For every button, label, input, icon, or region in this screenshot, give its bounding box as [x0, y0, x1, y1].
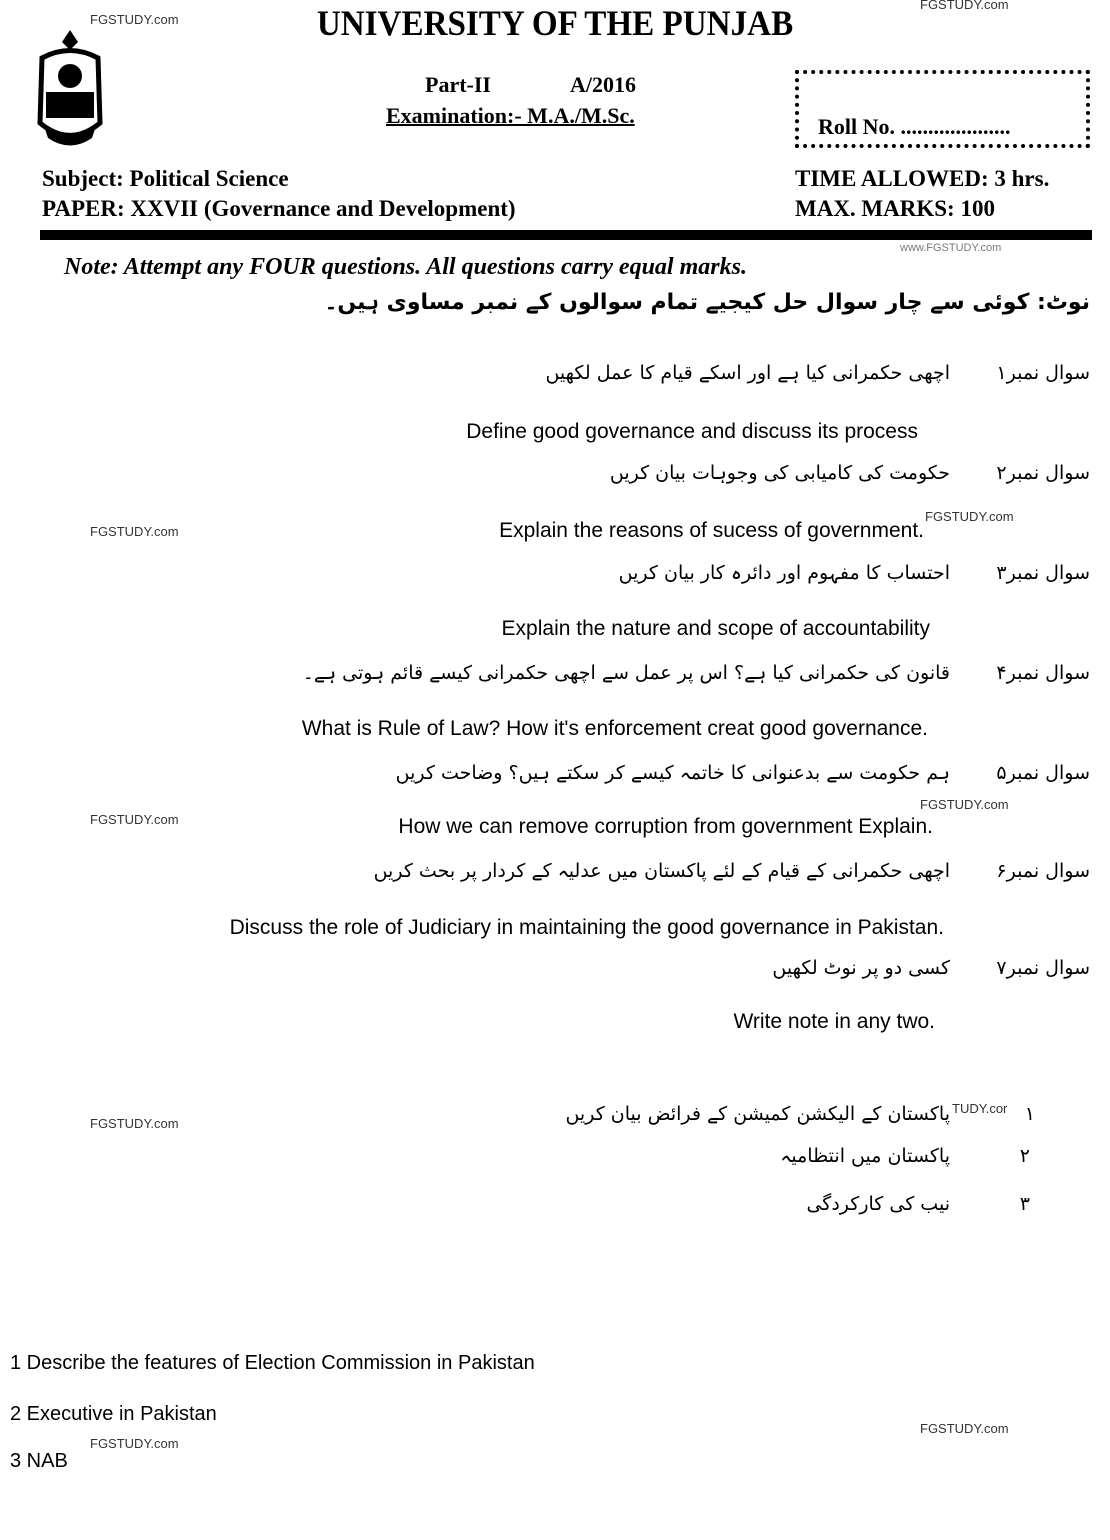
note-item-urdu: نیب کی کارکردگی	[806, 1193, 950, 1215]
question-label: سوال نمبر۵	[996, 762, 1090, 784]
question-urdu: کسی دو پر نوٹ لکھیں	[772, 957, 950, 979]
question-urdu: قانون کی حکمرانی کیا ہے؟ اس پر عمل سے اچھی حکمرانی کیسے قائم ہوتی ہے۔	[302, 662, 950, 684]
question-label: سوال نمبر۷	[996, 957, 1090, 979]
question-english: Discuss the role of Judiciary in maintaining the good governance in Pakistan.	[229, 916, 944, 939]
session-label: A/2016	[570, 72, 636, 97]
question-label: سوال نمبر۳	[996, 562, 1090, 584]
watermark: FGSTUDY.com	[925, 509, 1014, 524]
roll-number-field: Roll No. ....................	[818, 114, 1011, 139]
max-marks: MAX. MARKS: 100	[795, 196, 995, 221]
university-crest-logo	[30, 28, 110, 153]
question-label: سوال نمبر۲	[996, 462, 1090, 484]
question-urdu: اچھی حکمرانی کیا ہے اور اسکے قیام کا عمل لکھیں	[545, 362, 950, 384]
watermark: FGSTUDY.com	[920, 0, 1009, 12]
question-urdu: احتساب کا مفہوم اور دائرہ کار بیان کریں	[618, 562, 950, 584]
note-english: Note: Attempt any FOUR questions. All questions carry equal marks.	[64, 254, 747, 280]
paper-label: PAPER: XXVII (Governance and Development)	[42, 196, 516, 221]
university-title: UNIVERSITY OF THE PUNJAB	[316, 3, 794, 43]
watermark: FGSTUDY.com	[920, 797, 1009, 812]
note-item-urdu: پاکستان میں انتظامیہ	[780, 1145, 950, 1167]
note-item-english: 1 Describe the features of Election Commission in Pakistan	[10, 1352, 535, 1374]
note-item-english: 3 NAB	[10, 1450, 68, 1472]
question-label: سوال نمبر۶	[996, 860, 1090, 882]
question-label: سوال نمبر۱	[996, 362, 1090, 384]
note-number: ۳	[1019, 1193, 1030, 1215]
question-english: How we can remove corruption from government Explain.	[398, 815, 933, 838]
question-urdu: حکومت کی کامیابی کی وجوہات بیان کریں	[609, 462, 950, 484]
question-english: What is Rule of Law? How it's enforcement creat good governance.	[301, 717, 928, 740]
watermark: FGSTUDY.com	[90, 524, 179, 539]
question-label: سوال نمبر۴	[996, 662, 1090, 684]
note-urdu: نوٹ: کوئی سے چار سوال حل کیجیے تمام سوالوں کے نمبر مساوی ہیں۔	[324, 290, 1090, 315]
time-allowed: TIME ALLOWED: 3 hrs.	[795, 166, 1050, 191]
question-english: Define good governance and discuss its process	[466, 420, 918, 443]
examination-label: Examination:- M.A./M.Sc.	[386, 103, 635, 128]
question-urdu: اچھی حکمرانی کے قیام کے لئے پاکستان میں عدلیہ کے کردار پر بحث کریں	[373, 860, 950, 882]
note-number: ۱	[1024, 1103, 1035, 1125]
header-divider	[40, 230, 1092, 240]
note-item-english: 2 Executive in Pakistan	[10, 1403, 217, 1425]
watermark: FGSTUDY.com	[90, 1116, 179, 1131]
watermark: TUDY.cor	[952, 1101, 1008, 1116]
watermark: www.FGSTUDY.com	[900, 242, 1002, 254]
part-label: Part-II	[425, 72, 491, 97]
question-english: Explain the nature and scope of accountability	[501, 617, 930, 640]
question-english: Write note in any two.	[733, 1010, 935, 1033]
subject-label: Subject: Political Science	[42, 166, 289, 191]
watermark: FGSTUDY.com	[90, 812, 179, 827]
note-item-urdu: پاکستان کے الیکشن کمیشن کے فرائض بیان کریں	[565, 1103, 950, 1125]
watermark: FGSTUDY.com	[90, 1436, 179, 1451]
note-number: ۲	[1019, 1145, 1030, 1167]
watermark: FGSTUDY.com	[90, 12, 179, 27]
question-english: Explain the reasons of sucess of government.	[499, 519, 924, 542]
question-urdu: ہم حکومت سے بدعنوانی کا خاتمہ کیسے کر سکتے ہیں؟ وضاحت کریں	[395, 762, 950, 784]
watermark: FGSTUDY.com	[920, 1421, 1009, 1436]
